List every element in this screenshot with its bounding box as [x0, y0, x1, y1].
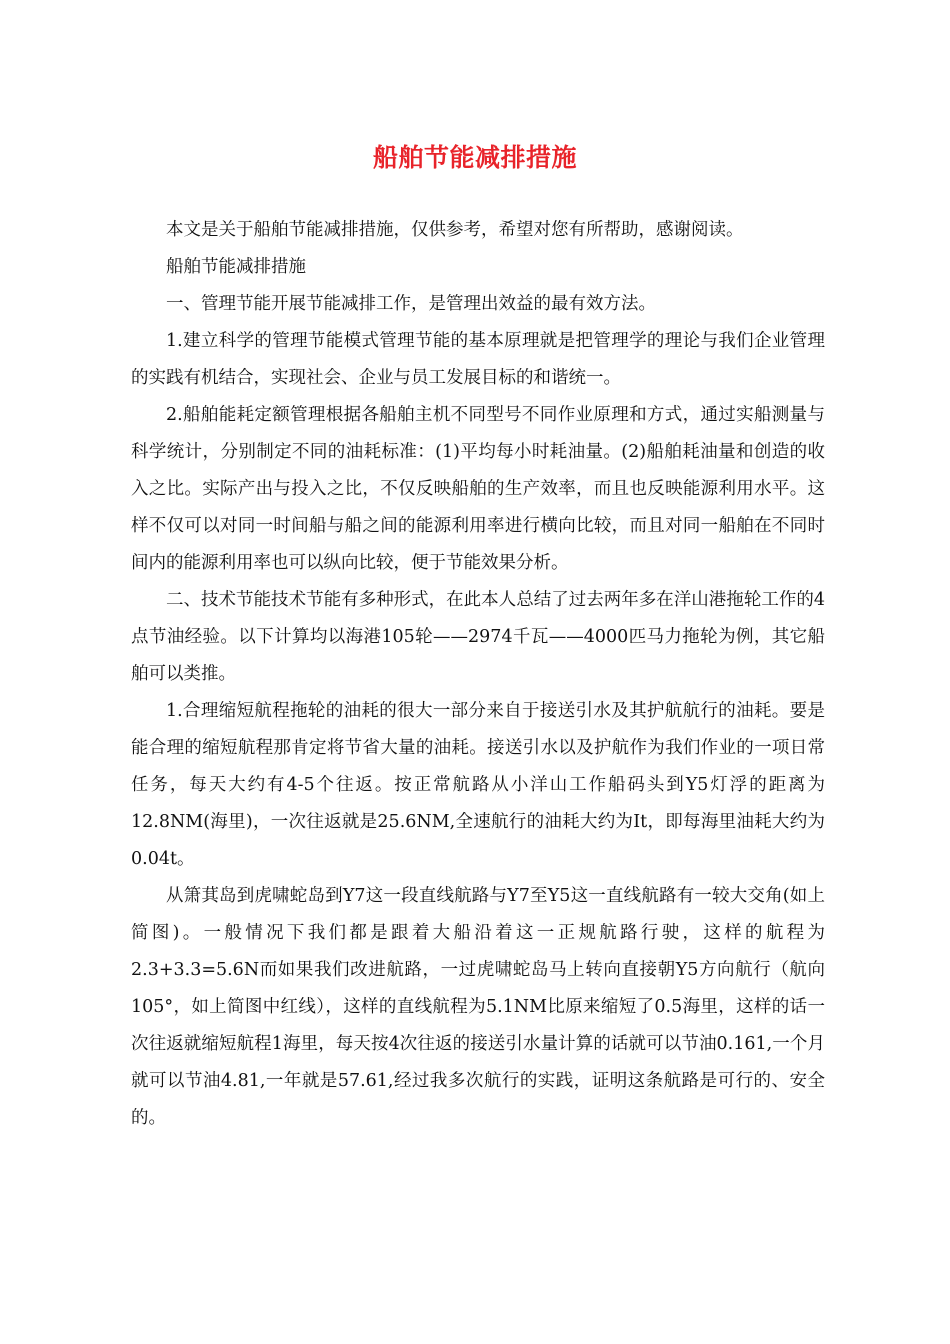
document-body	[131, 212, 825, 1137]
paragraph-route-analysis: 从箫萁岛到虎啸蛇岛到Y7这一段直线航路与Y7至Y5这一直线航路有一较大交角(如上简图)。一般情况下我们都是跟着大船沿着这一正规航路行驶，这样的航程为2.3+3.3=5.6N而如果我们改进航路，一过虎啸蛇岛马上转向直接朝Y5方向航行（航向105°，如上简图中红线），这样的直线航程为5.1NM比原来缩短了0.5海里，这样的话一次往返就缩短航程1海里，每天按4次往返的接送引水量计算的话就可以节油0.161,一个月就可以节油4.81,一年就是57.61,经过我多次航行的实践，证明这条航路是可行的、安全的。	[131, 886, 825, 1128]
paragraph-section-1-heading: 一、管理节能开展节能减排工作，是管理出效益的最有效方法。	[166, 294, 656, 314]
paragraph-intro: 本文是关于船舶节能减排措施，仅供参考，希望对您有所帮助，感谢阅读。	[166, 220, 744, 240]
paragraph-section-1-item-2: 2.船舶能耗定额管理根据各船舶主机不同型号不同作业原理和方式，通过实船测量与科学统计，分别制定不同的油耗标准：(1)平均每小时耗油量。(2)船舶耗油量和创造的收入之比。实际产出与投入之比，不仅反映船舶的生产效率，而且也反映能源利用水平。这样不仅可以对同一时间船与船之间的能源利用率进行横向比较，而且对同一船舶在不同时间内的能源利用率也可以纵向比较，便于节能效果分析。	[131, 405, 825, 573]
document-title: 船舶节能减排措施	[372, 143, 577, 172]
paragraph-subtitle: 船舶节能减排措施	[166, 257, 306, 277]
paragraph-section-1-item-1: 1.建立科学的管理节能模式管理节能的基本原理就是把管理学的理论与我们企业管理的实践有机结合，实现社会、企业与员工发展目标的和谐统一。	[131, 331, 825, 388]
paragraph-section-2-item-1: 1.合理缩短航程拖轮的油耗的很大一部分来自于接送引水及其护航航行的油耗。要是能合理的缩短航程那肯定将节省大量的油耗。接送引水以及护航作为我们作业的一项日常任务，每天大约有4-5个往返。按正常航路从小洋山工作船码头到Y5灯浮的距离为12.8NM(海里)，一次往返就是25.6NM,全速航行的油耗大约为It，即每海里油耗大约为0.04t。	[131, 701, 825, 869]
paragraph-section-2-heading: 二、技术节能技术节能有多种形式，在此本人总结了过去两年多在洋山港拖轮工作的4点节油经验。以下计算均以海港105轮——2974千瓦——4000匹马力拖轮为例，其它船舶可以类推。	[131, 590, 825, 684]
